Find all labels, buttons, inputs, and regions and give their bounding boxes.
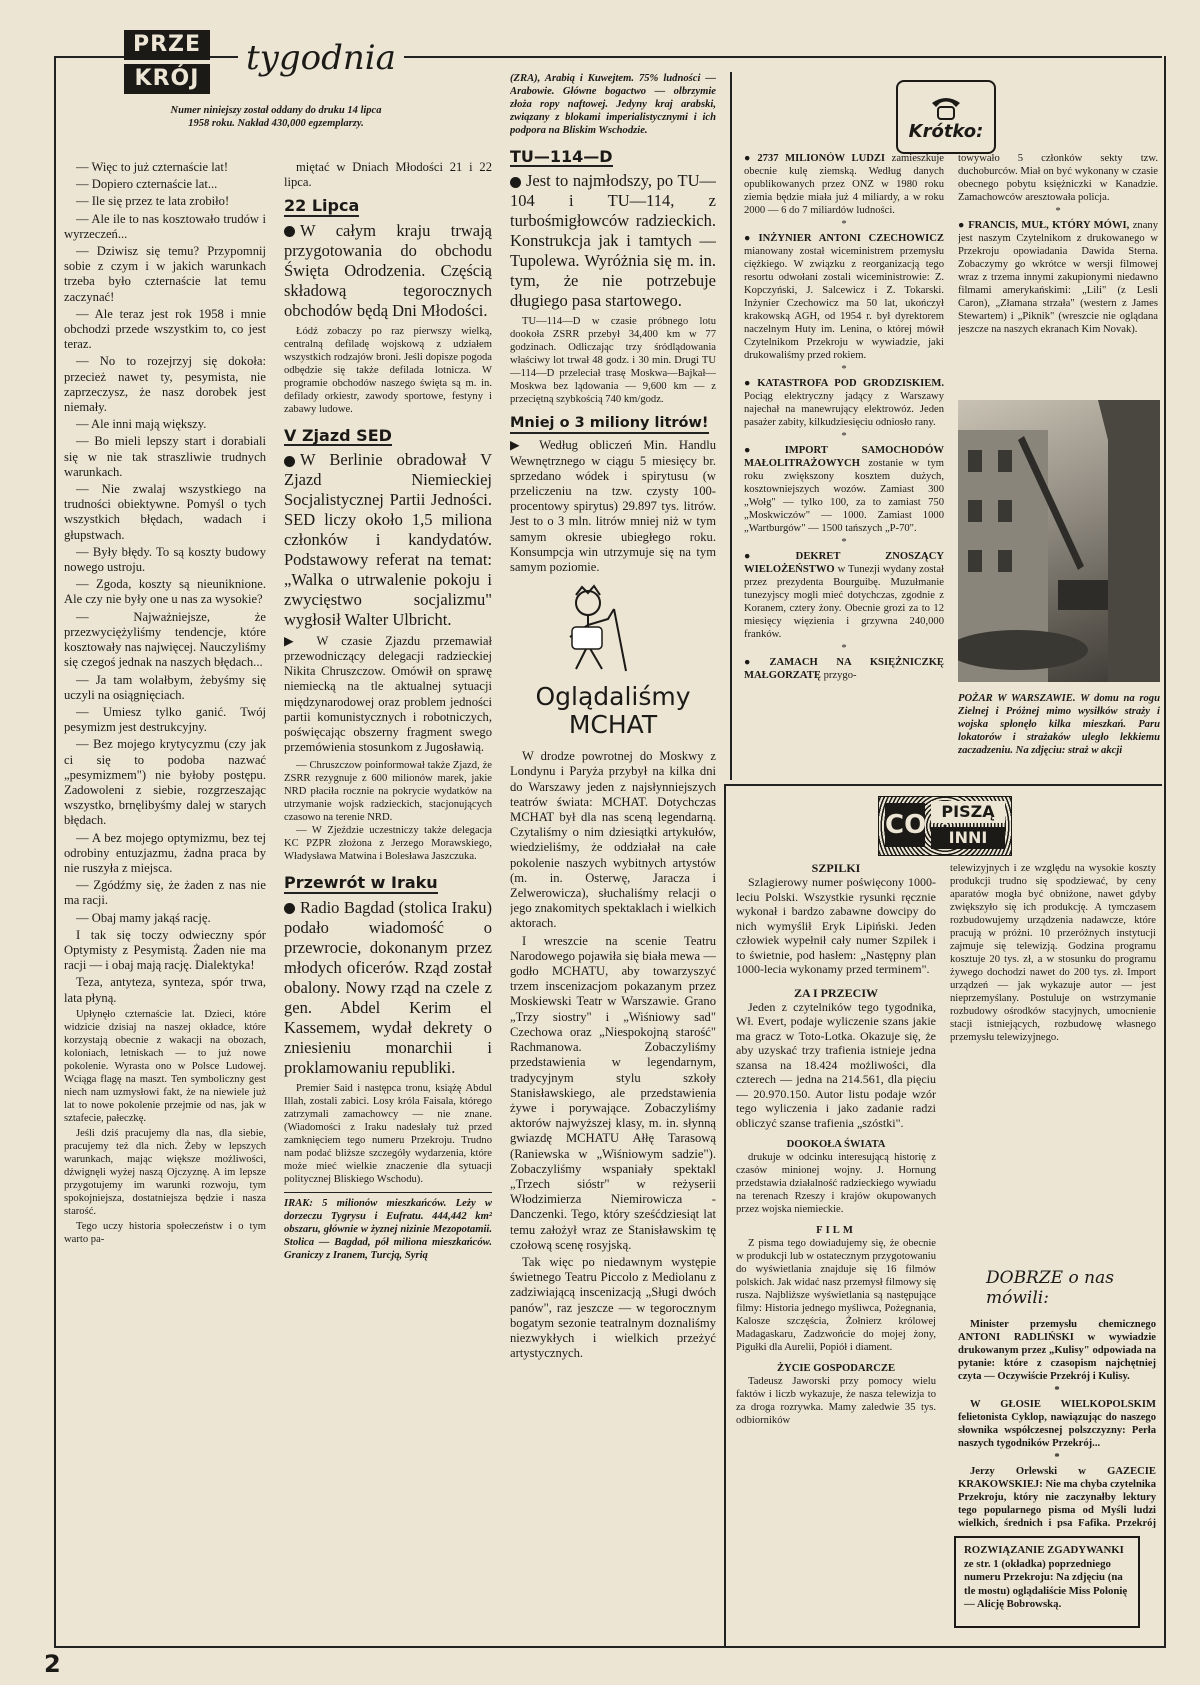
dialogue-paragraph: — Dziwisz się temu? Przypomnij sobie z czym i w jakich warunkach trzeba było czternaście lat temu zaczynać! [64,244,266,304]
continued-text: miętać w Dniach Młodości 21 i 22 lipca. [284,160,492,190]
rozwiazanie-text: ROZWIĄZANIE ZGADYWANKI ze str. 1 (okładka) poprzedniego numeru Przekroju: Na zdjęciu (na tle mostu) oglądaliście Miss Polonię — Alicję Bobrowską. [964,1544,1128,1610]
krotko-item-lead: DEKRET ZNOSZĄCY WIELOŻEŃSTWO [744,551,944,575]
column-dialogue [64,160,266,1630]
star-separator: * [1054,1385,1060,1396]
text-tu114d: TU—114—D w czasie próbnego lotu dookoła ZSRR przebył 34,400 km w 77 godzinach. Odliczając trzy śródlądowania właściwy lot trwał 48 godz. i 30 min. Drugi TU—114—D przeleciał trasę Moskwa—Bajkał—Moskwa bez lądowania — 9,600 km — z przeciętną szybkością 740 km/godz. [510,316,716,406]
bullet-icon: ● [744,378,755,389]
heading-dookola-swiata: DOOKOŁA ŚWIATA [786,1139,886,1150]
logo-przekroj-top: PRZE [124,30,210,60]
star-separator: * [841,219,847,230]
heading-mniej-litrow: Mniej o 3 miliony litrów! [510,416,709,434]
essay-paragraph: Jeśli dziś pracujemy dla nas, dla siebie, pracujemy też dla nich. Żeby w lepszych warunkach, mając większe możliwości, dźwignęli wyżej naszą Ojczyznę. A im lepsze przygotujemy im warunki rozwoju, tym spokojniejsza, dostatniejsza będzie i nasza starość. [64,1127,266,1217]
lead-22-lipca: W całym kraju trwają przygotowania do obchodu Święta Odrodzenia. Częścią składową tegorocznych obchodów będą Dni Młodości. [284,220,492,320]
dialogue-paragraph: — Ile się przez te lata zrobiło! [76,194,230,209]
bullet-icon [284,226,295,237]
krotko-item [744,232,944,362]
bullet-icon: ● [744,233,756,244]
essay-paragraph: Upłynęło czternaście lat. Dzieci, które widzicie dzisiaj na naszej okładce, które korzystają obecnie z wakacji na obozach, koloniach, letniskach — to już nowe pokolenie. Wyrasta ono w Polsce Ludowej. Wciąga flagę na maszt. Ten symboliczny gest niech nam uzmysłowi fakt, że na niewiele już lat to nowe pokolenie przejmie od nas, jak w sztafecie, pałeczkę. [64,1008,266,1124]
bullet-icon [284,903,295,914]
krotko-item-text: znany jest naszym Czytelnikom z drukowanego w Przekroju opowiadania Dawida Sterna. Zobaczymy go wkrótce w wersji filmowej wraz z trzema innymi zakupionymi niedawno filmami amerykańskimi: „Lili" (z Lesli Caron), „Złamana strzała" (western z James Stewartem) i „Piknik" (wreszcie nie oglądana jeszcze na naszych ekranach Kim Novak). [958,220,1158,335]
krotko-item-lead: FRANCIS, MUŁ, KTÓRY MÓWI, [968,220,1130,231]
heading-22-lipca: 22 Lipca [284,196,360,216]
krotko-item [744,656,944,682]
arrow-icon: ▶ [510,438,540,453]
krotko-divider [730,72,732,780]
page-number: 2 [44,1650,61,1678]
rozwiazanie-box [954,1536,1140,1628]
text-film: Z pisma tego dowiadujemy się, że obecnie w produkcji lub w ostatecznym przygotowaniu do wyświetlania znajduje się 16 filmów polskich. Jak widać nasz przemysł filmowy się rusza. Najbliższe wyświetlania są następujące filmy: Historia jednego myśliwca, Pożegnania, Kalosze szczęścia, Żołnierz królowej Madagaskaru, Zadzwońcie do mojej żony, Pigułki dla Aurelii, Popiół i diament. [736,1238,936,1353]
dialogue-paragraph: — A bez mojego optymizmu, bez tej odrobiny entuzjazmu, żadna praca by nie ruszyła z miejsca. [64,830,266,875]
star-separator: * [841,643,847,654]
krotko-item-text: zamieszkuje obecnie kulę ziemską. Według danych opublikowanych przez ONZ w 1980 roku ziemia będzie miała już 4 miliardy, a w roku 2000 — 6 do 7 miliardów ludności. [744,153,944,216]
text-22-lipca: Łódź zobaczy po raz pierwszy wielką, centralną defiladę wojskową z udziałem wszystkich rodzajów broni. Jeśli dopisze pogoda odbędzie się także defilada lotnicza. W programie obchodów naszego święta są m. in. defilady orkiestr, zawody sportowe, festyny i zabawy ludowe. [284,325,492,415]
dialogue-paragraph: — Były błędy. To są koszty budowy nowego ustroju. [64,544,266,575]
mchat-paragraph: Tak więc po niedawnym występie świetnego Teatru Piccolo z Mediolanu z zadziwiającą inscenizacją „Sługi dwóch panów", raz jeszcze — w tegorocznym bogatym sezonie teatralnym doznaliśmy niezwykłych i wielkich przeżyć artystycznych. [510,1254,716,1361]
text-zycie-gospodarcze: Tadeusz Jaworski przy pomocy wielu faktów i liczb wykazuje, że nasza telewizja to za droga rozrywka. Mamy zaledwie 35 tys. odbiorników [736,1376,936,1426]
heading-przewrot-irak: Przewrót w Iraku [284,873,438,893]
heading-film: FILM [816,1225,856,1236]
top-rule [54,56,1162,58]
dialogue-paragraph: — Dopiero czternaście lat... [76,177,218,192]
heading-mchat: Oglądaliśmy MCHAT [535,682,691,740]
bullet-icon: ● [744,657,767,668]
fire-photo [958,400,1160,682]
mchat-illustration [510,581,716,677]
fire-photo-caption [958,692,1160,778]
text-szpilki: Szlagierowy numer poświęcony 1000-leciu Polski. Wszystkie rysunki ręcznie wykonał i bardzo zabawne dowcipy do nich wymyślił Eryk Lipiński. Jeden człowiek wypełnił cały numer Szpilek i to świetnie, pod hasłem: „Następny plan 1000-lecia wykonamy przed terminem". [736,875,936,976]
krotko-item [744,550,944,641]
lead-tu114d: Jest to najmłodszy, po TU—104 i TU—114, z turbośmigłowców radzieckich. Konstrukcja jak i tamtych — Tupolewa. Wyróżnia się m. in. tym, że nie potrzebuje długiego pasa startowego. [510,171,716,311]
co-pisza-inni-logo: CO PISZĄ INNI [878,796,1012,856]
heading-tu114d: TU—114—D [510,147,613,166]
dobrze-item: Jerzy Orlewski w GAZECIE KRAKOWSKIEJ: Nie ma chyba czytelnika Przekroju, który nie zaczynałby lektury tego popularnego pisma od Myśli ludzi wielkich, średnich i psa Fafika. Przekrój [958,1466,1156,1528]
star-separator: * [841,431,847,442]
krotko-item-lead: KATASTROFA POD GRODZISKIEM. [757,378,944,389]
dialogue-paragraph: — Nie zwalaj wszystkiego na trudności obiektywne. Pomyśl o tych wszystkich błędach, wadach i głupstwach. [64,482,266,542]
dialogue-paragraph: I tak się toczy odwieczny spór Optymisty z Pesymistą. Żaden nie ma racji — i obaj mają rację. Dialektyka! [64,927,266,973]
iraq-note-cont: (ZRA), Arabią i Kuwejtem. 75% ludności — Arabowie. Główne bogactwo — olbrzymie złoża ropy naftowej. Jedyny kraj arabski, związany z blokami imperialistycznymi i ich podpora na Bliskim Wschodzie. [510,73,716,136]
print-note: Numer niniejszy został oddany do druku 14 lipca 1958 roku. Nakład 430,000 egzemplarzy. [170,105,382,129]
dialogue-paragraph: — Ale inni mają większy. [76,417,207,432]
krotko-logo: Krótko: [896,80,996,154]
krotko-item [744,444,944,535]
krotko-item [958,219,1158,336]
text-mniej-litrow: Według obliczeń Min. Handlu Wewnętrznego w ciągu 5 miesięcy br. sprzedano wódek i spirytusu (w przeliczeniu na tzw. czysty 100-procentowy spirytus) 29.897 tys. litrów. Jest to o 3 mln. litrów mniej niż w tym samym okresie ubiegłego roku. Konsumpcja win utrzymuje się na tym samym poziomie. [510,438,716,575]
text-zjazd-sed-2: — Chruszczow poinformował także Zjazd, że ZSRR rezygnuje z 600 milionów marek, jakie NRD płaciła rocznie na pokrycie wydatków na utrzymanie wojsk radzieckich, stacjonujących czasowo na terenie NRD. [284,760,492,824]
text-przewrot-irak: Premier Said i następca tronu, książę Abdul Illah, zostali zabici. Losy króla Faisala, którego zatrzymali zamachowcy — nie znane. (Wiadomości z Iraku nadesłały tuż przed zamknięciem tego numeru Przekroju. Trudno nam podać bliższe szczegóły wydarzenia, które może mieć wielkie znaczenie dla sytuacji politycznej Bliskiego Wschodu). [284,1082,492,1185]
krotko-item-text: Pociąg elektryczny jadący z Warszawy najechał na manewrujący elektrowóz. Jeden pasażer zabity, kilkudziesięciu odniosło rany. [744,391,944,428]
caption-text: W domu na rogu Zielnej i Próżnej mimo wysiłków straży i wojska spłonęło kilka mieszkań. Paru lokatorów i strażaków uległo lekkiemu zaczadzeniu. Na zdjęciu: straż w akcji [958,693,1160,756]
dialogue-paragraph: — Najważniejsze, że przezwyciężyliśmy tendencje, które kosztowały nas najwięcej. Nauczyliśmy się czegoś jednak na naszych błędach... [64,609,266,670]
krotko-item-lead: IMPORT SAMOCHODÓW MAŁOLITRAŻOWYCH [744,445,944,469]
krotko-cont: towywało 5 członków sekty tzw. duchoburców. Miał on być wykonany w czasie obecnego pobytu księżniczki w Kanadzie. Zamachowców aresztowała policja. [958,153,1158,203]
bullet-icon [510,177,521,188]
co-pisza-right-column [950,862,1156,1258]
krotko-item-text: przygo- [823,670,857,681]
dialogue-paragraph: — Ale ile to nas kosztowało trudów i wyrzeczeń... [64,211,266,241]
heading-szpilki: SZPILKI [811,862,861,875]
essay-paragraph: Tego uczy historia społeczeństw i o tym warto pa- [64,1220,266,1245]
column-news-2 [284,160,492,1630]
heading-zjazd-sed: V Zjazd SED [284,425,392,445]
logo-przekroj-bottom: KRÓJ [124,64,210,94]
krotko-right-column [958,152,1158,402]
telephone-icon [926,93,966,121]
dialogue-paragraph: Teza, antyteza, synteza, spór trwa, lata płyną. [64,975,266,1005]
bullet-icon: ● [744,551,793,562]
mchat-paragraph: I wreszcie na scenie Teatru Narodowego pojawiła się biała mewa — godło MCHATU, aby towarzyszyć trzem inscenizacjom pokazanym przez Moskiewski Teatr w Warszawie. Grano „Trzy siostry" i „Wiśniowy sad" Czechowa oraz „Niespokojną starość" Rachmanowa. Zobaczyliśmy przedstawienia w legendarnym, tradycyjnym stylu szkoły Stanisławskiego, ale przedstawienia żywe i porywające. Zobaczyliśmy aktorów najwyższej klasy, m. in. słynną gwiazdę MCHATU Ałłę Tarasową (Raniewska w „Wiśniowym sadzie"). Zobaczyliśmy wspaniały spektakl „Trzech sióstr" w reżyserii Włodzimierza Niemirowicza - Danczenki. Tego, który sześćdziesiąt lat temu założył wraz ze Stanisławskim tę czołową scenę rosyjską. [510,933,716,1252]
theatre-figure-icon [510,581,716,677]
co-pisza-top-rule [724,784,1162,786]
co-pisza-left-column [736,862,936,1640]
section-title-tygodnia: tygodnia [238,38,404,78]
dialogue-paragraph: — Bez mojego krytycyzmu (czy jak ci się to podoba nazwać „pesymizmem") nie byłoby postępu. Zadowoleni z siebie, rozgrzeszając wszystko, brnęlibyśmy dalej w starych błędach. [64,737,266,828]
text-zjazd-sed: W czasie Zjazdu przemawiał przewodniczący delegacji radzieckiej Nikita Chruszczow. Omówił on sprawę niemiecką na tle aktualnej sytuacji międzynarodowej oraz problem jedności partii komunistycznych i robotniczych, poświęcając obszerny fragment swego przemówienia stosunkom z Jugosławią. [284,633,492,755]
dobrze-item: W GŁOSIE WIELKOPOLSKIM felietonista Cyklop, nawiązując do naszego słownika współczesnej polszczyzny: Perła naszych tygodników Przekrój... [958,1399,1156,1449]
star-separator: * [841,364,847,375]
caption-title: POŻAR W WARSZAWIE. [958,693,1076,704]
heading-zycie-gospodarcze: ŻYCIE GOSPODARCZE [776,1363,896,1374]
krotko-item-text: zostanie w tym roku zwiększony kosztem dużych, kosztowniejszych wozów. Zamiast 300 „Wołg" — tylko 100, za to zamiast 750 „Moskwiczów" — 1000. Zamiast 1000 „Wartburgów" — 1500 tańszych „P-70". [744,458,944,534]
lead-zjazd-sed: W Berlinie obradował V Zjazd Niemieckiej Socjalistycznej Partii Jedności. SED liczy około 1,5 miliona członków i kandydatów. Podstawowy referat na temat: „Walka o utrwalenie pokoju i zwycięstwo socjalizmu" wygłosił Walter Ulbricht. [284,449,492,629]
dialogue-paragraph: — Więc to już czternaście lat! [76,160,229,174]
text-za-i-przeciw: Jeden z czytelników tego tygodnika, Wł. Evert, podaje wyliczenie szans jakie ma gracz w Toto-Lotka. Okazuje się, że aby uzyskać trzy trafienia istnieje jedna szansa na 18.424 możliwości, dla czterech — jedna na 214.561, dla pięciu — 20.970.150. Autor listu podaje wzór tego wyliczenia i jako zadanie radzi obliczyć szanse trafienia „szóstki". [736,999,936,1130]
dialogue-paragraph: — Bo mieli lepszy start i dorabiali się w nie tak straszliwie trudnych warunkach. [64,434,266,479]
krotko-item [744,152,944,217]
dialogue-paragraph: — Zgoda, koszty są nieuniknione. Ale czy nie były one u nas za wysokie? [64,577,266,607]
dialogue-paragraph: — Ja tam wolałbym, żebyśmy się uczyli na osiągnięciach. [64,672,266,702]
dialogue-paragraph: — Umiesz tylko ganić. Twój pesymizm jest destrukcyjny. [64,704,266,735]
iraq-note: IRAK: 5 milionów mieszkańców. Leży w dorzeczu Tygrysu i Eufratu. 444,442 km² obszaru, głównie w żyznej nizinie Mezopotamii. Stolica — Bagdad, pół miliona mieszkańców. Graniczy z Iranem, Turcją, Syrią [284,1192,492,1262]
dobrze-item: Minister przemysłu chemicznego ANTONI RADLIŃSKI w wywiadzie drukowanym przez „Kulisy" odpowiada na pytanie: które z czasopism najchętniej czyta — Oczywiście Przekrój i Kulisy. [958,1319,1156,1382]
lead-przewrot-irak: Radio Bagdad (stolica Iraku) podało wiadomość o przewrocie, dokonanym przez młodych oficerów. Rząd został obalony. Nowy rząd na czele z gen. Abdel Kerim el Kassemem, wydał dekrety o zniesieniu monarchii i proklamowaniu republiki. [284,897,492,1077]
co-pisza-left-rule [724,784,726,1646]
heading-za-i-przeciw: ZA I PRZECIW [793,985,879,1000]
krotko-item-lead: INŻYNIER ANTONI CZECHOWICZ [758,233,944,244]
dobrze-logo: DOBRZE o nas mówili: [986,1268,1114,1308]
krotko-item-lead: ZAMACH NA KSIĘŻNICZKĘ MAŁGORZATĘ [744,657,944,681]
krotko-item-lead: 2737 MILIONÓW LUDZI [757,153,886,164]
krotko-item-text: mianowany został wiceministrem przemysłu ciężkiego. W związku z reorganizacją tego resortu odwołani zostali wiceministrowie: Z. Kopczyński, J. Salcewicz i Z. Tokarski. Inżynier Czechowicz ma 50 lat, ukończył krakowską AGH, od 1954 r. był dyrektorem naczelnym Huty im. Lenina, o której mówił Czytelnikom Przekroju w wywiadzie, jaki drukowaliśmy przed rokiem. [744,246,944,361]
star-separator: * [1054,1452,1060,1463]
bullet-icon [284,456,295,467]
star-separator: * [1055,206,1061,217]
dobrze-column [958,1318,1156,1528]
krotko-item-text: w Tunezji wydany został przez prezydenta Bourguibę. Muzułmanie tunezyjscy mogli mieć dotychczas, zgodnie z Koranem, cztery żony. Obecnie grozi za to 12 miesięcy więzienia i grzywna 240,000 franków. [744,564,944,640]
text-telewizja: telewizyjnych i ze względu na wysokie koszty produkcji trudno się spodziewać, by ceny aparatów mogła być obniżone, nawet gdyby zwiększyło się ich produkcję. A tymczasem rozbudowujemy urządzenia nadawcze, które pracują w próżni. 10 przeróżnych instytucji zajmuje się telewizją. Godzina programu kosztuje 20 tys. zł, a w stosunku do programu żywego dochodzi nawet do 200 tys. zł. Import urządzeń — jak wykazuje autor — jest nieprzemyślany. Postuluje on wstrzymanie rozbudowy ośrodków stacyjnych, umocnienie stacji istniejących, rozbudowę własnego przemysłu telewizyjnego. [950,863,1156,1043]
dialogue-paragraph: — Ale teraz jest rok 1958 i mnie obchodzi przede wszystkim to, co jest teraz. [64,306,266,352]
arrow-icon: ▶ [284,633,317,648]
bullet-icon: ● [744,153,755,164]
column-news-3 [510,72,716,1632]
dialogue-paragraph: — No to rozejrzyj się dokoła: przecież nawet ty, pesymista, nie zaprzeczysz, że nasz dorobek jest niemały. [64,354,266,415]
krotko-left-column [744,152,944,780]
text-dookola-swiata: drukuje w odcinku interesującą historię z czasów minionej wojny. J. Hornung przedstawia działalność radzieckiego wywiadu na terenach Rzeszy i krajów okupowanych przez wojska niemieckie. [736,1152,936,1215]
dialogue-paragraph: — Zgódźmy się, że żaden z nas nie ma racji. [64,878,266,908]
dialogue-paragraph: — Obaj mamy jakąś rację. [76,910,211,925]
krotko-item [744,377,944,429]
bullet-icon: ● [958,220,966,231]
text-zjazd-sed-3: — W Zjeździe uczestniczy także delegacja KC PZPR złożona z Jerzego Morawskiego, Władysława Matwina i Bolesława Jaszczuka. [284,825,492,863]
star-separator: * [841,537,847,548]
bullet-icon: ● [744,445,782,456]
mchat-paragraph: W drodze powrotnej do Moskwy z Londynu i Paryża przybył na kilka dni do Warszawy jeden z najsłynniejszych teatrów świata: MCHAT. Dotychczas MCHAT był dla nas sceną legendarną. Czytaliśmy o nim dziesiątki artykułów, wiedzieliśmy, że oddziałał na całe pokolenie naszych wybitnych artystów (m. in. Osterwę, Jaracza i Zelwerowicza), słuchaliśmy relacji o jego znakomitych spektaklach i wielkich aktorach. [510,749,716,931]
